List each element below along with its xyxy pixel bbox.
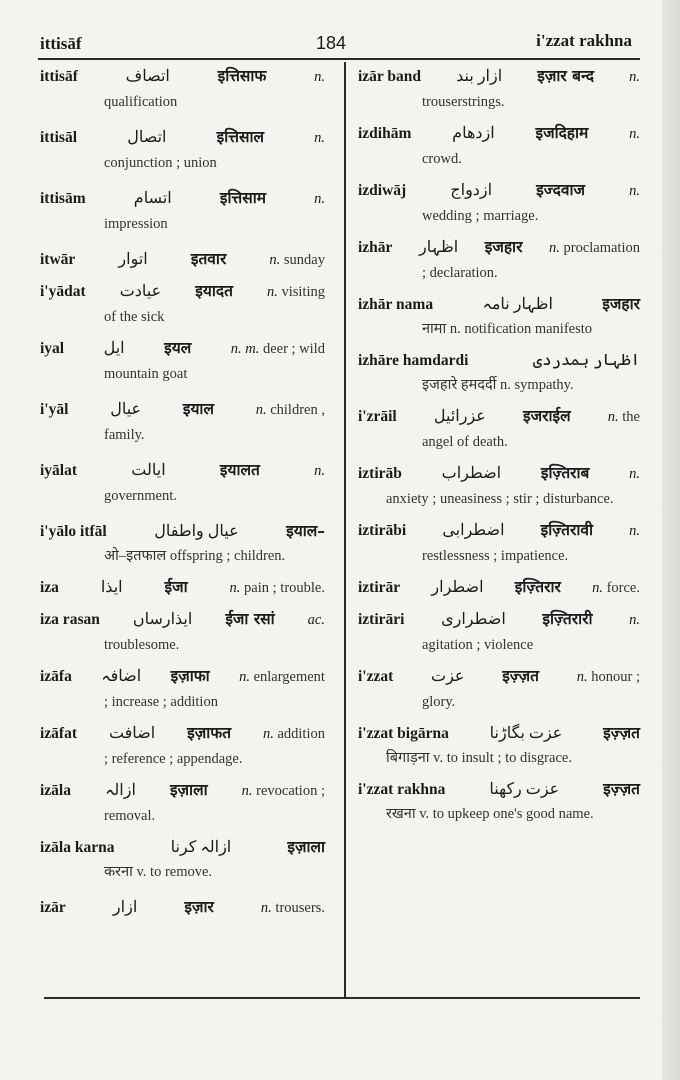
entry-tail bbox=[314, 187, 325, 212]
entry-continuation: wedding ; marriage. bbox=[422, 208, 539, 224]
entry-continuation: इजहारे हमदर्दी n. sympathy. bbox=[422, 377, 574, 393]
entry-headword: izdiwāj bbox=[358, 182, 407, 199]
entry-pos: n. bbox=[314, 463, 325, 479]
entry-urdu: عزت bbox=[431, 668, 465, 685]
entry-urdu: ایذارساں bbox=[132, 611, 193, 628]
entry-first-line bbox=[40, 721, 325, 747]
entry-definition: proclamation bbox=[563, 240, 640, 256]
entry-pos: n. bbox=[229, 580, 245, 596]
entry-pos: n. bbox=[548, 240, 564, 256]
entry-hindi: इजहार bbox=[484, 238, 523, 256]
dictionary-entry bbox=[358, 777, 640, 827]
entry-headword: izhār nama bbox=[358, 296, 434, 313]
entry-hindi: इतवार bbox=[190, 250, 227, 268]
entry-tail bbox=[230, 576, 325, 601]
entry-tail bbox=[629, 462, 640, 487]
left-column bbox=[40, 64, 325, 921]
entry-tail bbox=[314, 65, 325, 90]
entry-urdu: اظہار bbox=[419, 239, 459, 256]
entry-headword: iza rasan bbox=[40, 611, 100, 628]
entry-pos: n. bbox=[314, 191, 325, 207]
entry-pos: n. bbox=[266, 284, 282, 300]
entry-definition: force. bbox=[606, 580, 640, 596]
dictionary-entry bbox=[358, 518, 640, 569]
entry-headword: i'zzat bigārna bbox=[358, 725, 449, 742]
entry-urdu: اظہار نامہ bbox=[482, 296, 553, 313]
entry-continuation: qualification bbox=[104, 94, 178, 110]
page-number: 184 bbox=[316, 33, 347, 53]
entry-tail bbox=[629, 179, 640, 204]
entry-first-line bbox=[358, 518, 640, 544]
right-column bbox=[358, 64, 640, 827]
entry-first-line bbox=[358, 121, 640, 147]
entry-continuation: ; reference ; appendage. bbox=[104, 751, 243, 767]
entry-urdu: ازدھام bbox=[452, 125, 495, 142]
entry-continuation: बिगाड़ना v. to insult ; to disgrace. bbox=[386, 750, 572, 766]
entry-headword: ittisāf bbox=[40, 68, 78, 85]
entry-first-line bbox=[358, 461, 640, 487]
entry-hindi: इज़ाफत bbox=[187, 724, 232, 742]
dictionary-entry bbox=[40, 336, 325, 387]
entry-urdu: عزت بگاڑنا bbox=[489, 725, 563, 742]
entry-headword: izāfat bbox=[40, 725, 78, 742]
dictionary-entry bbox=[358, 235, 640, 286]
entry-headword: i'zzat rakhna bbox=[358, 781, 446, 798]
dictionary-entry bbox=[358, 575, 640, 601]
entry-first-line bbox=[40, 247, 325, 273]
entry-headword: iztirāri bbox=[358, 611, 405, 628]
entry-first-line bbox=[358, 404, 640, 430]
entry-first-line bbox=[358, 777, 640, 802]
entry-hindi: इज़ाला bbox=[169, 781, 208, 799]
entry-continuation: family. bbox=[104, 427, 145, 443]
entry-hindi: इयाल bbox=[182, 400, 214, 418]
entry-hindi: इजदिहाम bbox=[535, 124, 589, 142]
entry-tail bbox=[629, 608, 640, 633]
dictionary-entry bbox=[40, 519, 325, 569]
dictionary-entry bbox=[40, 397, 325, 448]
entry-tail bbox=[263, 722, 325, 747]
entry-tail bbox=[629, 122, 640, 147]
entry-hindi: ईजा bbox=[164, 578, 188, 596]
entry-continuation: नामा n. notification manifesto bbox=[422, 321, 593, 337]
entry-first-line bbox=[40, 835, 325, 860]
dictionary-entry bbox=[358, 64, 640, 115]
entry-hindi: इत्तिसाम bbox=[219, 189, 266, 207]
entry-hindi: इयालत bbox=[219, 461, 260, 479]
dictionary-entry bbox=[40, 575, 325, 601]
entry-continuation: agitation ; violence bbox=[422, 637, 534, 653]
entry-tail bbox=[577, 665, 640, 690]
entry-first-line bbox=[40, 519, 325, 544]
entry-first-line bbox=[40, 458, 325, 484]
entry-first-line bbox=[358, 64, 640, 90]
entry-pos: n. bbox=[239, 669, 254, 685]
entry-first-line bbox=[40, 607, 325, 633]
entry-headword: izāla karna bbox=[40, 839, 115, 856]
entry-urdu: اظہار ہمدردی bbox=[532, 352, 640, 369]
entry-pos: n. bbox=[629, 523, 640, 539]
entry-headword: izhār bbox=[358, 239, 393, 256]
entry-hindi: इत्तिसाल bbox=[216, 128, 264, 146]
entry-pos: n. bbox=[262, 726, 278, 742]
entry-continuation: ; increase ; addition bbox=[104, 694, 218, 710]
entry-headword: izhāre hamdardi bbox=[358, 352, 469, 369]
entry-urdu: اتصال bbox=[127, 129, 167, 146]
entry-hindi: इजहार bbox=[602, 295, 640, 313]
entry-headword: i'zzat bbox=[358, 668, 394, 685]
entry-hindi: ईजा रसां bbox=[225, 610, 275, 628]
entry-pos: ac. bbox=[307, 612, 325, 628]
entry-hindi: इज़्तिरावी bbox=[540, 521, 593, 539]
entry-urdu: عیال bbox=[110, 401, 142, 418]
entry-pos: n. bbox=[592, 580, 607, 596]
entry-pos: n. bbox=[629, 69, 640, 85]
entry-urdu: ایالت bbox=[131, 462, 166, 479]
entry-urdu: اضافت bbox=[108, 725, 156, 742]
entry-headword: i'yādat bbox=[40, 283, 86, 300]
dictionary-entry bbox=[40, 279, 325, 330]
dictionary-entry bbox=[358, 348, 640, 398]
entry-continuation: mountain goat bbox=[104, 366, 188, 382]
entry-first-line bbox=[40, 575, 325, 601]
entry-tail bbox=[549, 236, 640, 261]
entry-continuation: of the sick bbox=[104, 309, 165, 325]
entry-urdu: اضطراری bbox=[441, 611, 506, 628]
entry-continuation: removal. bbox=[104, 808, 156, 824]
dictionary-entry bbox=[358, 664, 640, 715]
dictionary-entry bbox=[358, 721, 640, 771]
entry-hindi: इज़्तिरारी bbox=[542, 610, 593, 628]
entry-hindi: इज़ार bbox=[184, 898, 214, 916]
dictionary-entry bbox=[40, 247, 325, 273]
entry-urdu: اضطراب bbox=[441, 465, 502, 482]
entry-headword: izdihām bbox=[358, 125, 412, 142]
entry-urdu: ایذا bbox=[100, 579, 123, 596]
entry-pos: n. bbox=[629, 466, 640, 482]
header-rule bbox=[38, 58, 640, 60]
entry-definition: visiting bbox=[281, 284, 325, 300]
entry-definition: enlargement bbox=[253, 669, 325, 685]
footer-rule bbox=[44, 997, 640, 999]
entry-urdu: ازالہ کرنا bbox=[170, 839, 232, 856]
entry-hindi: इयादत bbox=[195, 282, 233, 300]
entry-hindi: इज़ाफा bbox=[170, 667, 210, 685]
entry-headword: ittisāl bbox=[40, 129, 78, 146]
entry-headword: i'zrāil bbox=[358, 408, 397, 425]
dictionary-entry bbox=[358, 607, 640, 658]
entry-urdu: ازدواج bbox=[450, 182, 493, 199]
entry-first-line bbox=[40, 895, 325, 921]
entry-tail bbox=[256, 398, 325, 423]
entry-pos: n. bbox=[314, 130, 325, 146]
entry-first-line bbox=[40, 336, 325, 362]
dictionary-entry bbox=[40, 778, 325, 829]
page-edge bbox=[662, 0, 680, 1080]
entry-continuation: ; declaration. bbox=[422, 265, 498, 281]
dictionary-entry bbox=[40, 607, 325, 658]
dictionary-entry bbox=[40, 664, 325, 715]
dictionary-entry bbox=[40, 186, 325, 237]
entry-first-line bbox=[40, 397, 325, 423]
entry-hindi: इजराईल bbox=[523, 407, 571, 425]
entry-urdu: اتوار bbox=[118, 251, 148, 268]
entry-hindi: इज़ार बन्द bbox=[537, 67, 595, 85]
entry-headword: i'yālo itfāl bbox=[40, 523, 107, 540]
entry-first-line bbox=[358, 575, 640, 601]
entry-pos: n. bbox=[607, 409, 623, 425]
entry-first-line bbox=[358, 348, 640, 373]
entry-first-line bbox=[40, 125, 325, 151]
entry-urdu: اتصاف bbox=[125, 68, 170, 85]
entry-definition: children , bbox=[270, 402, 325, 418]
dictionary-entry bbox=[40, 835, 325, 885]
entry-tail bbox=[261, 896, 325, 921]
entry-continuation: government. bbox=[104, 488, 177, 504]
entry-tail bbox=[242, 779, 325, 804]
entry-headword: itwār bbox=[40, 251, 76, 268]
entry-hindi: इज़्तिरार bbox=[514, 578, 561, 596]
entry-pos: n. bbox=[576, 669, 592, 685]
entry-hindi: इज़्ज़त bbox=[603, 724, 640, 742]
entry-headword: iza bbox=[40, 579, 59, 596]
entry-continuation: troublesome. bbox=[104, 637, 180, 653]
header-guide-word-left: ittisāf bbox=[40, 34, 82, 53]
entry-tail bbox=[629, 519, 640, 544]
entry-first-line bbox=[358, 235, 640, 261]
entry-urdu: اتسام bbox=[133, 190, 172, 207]
entry-first-line bbox=[358, 607, 640, 633]
entry-hindi: इज़्ज़त bbox=[603, 780, 640, 798]
entry-hindi: इत्तिसाफ bbox=[217, 67, 267, 85]
entry-urdu: عیادت bbox=[119, 283, 162, 300]
entry-urdu: ازالہ bbox=[105, 782, 136, 799]
entry-pos: n. bbox=[260, 900, 276, 916]
entry-hindi: इयाल– bbox=[286, 522, 325, 540]
entry-tail bbox=[314, 126, 325, 151]
entry-tail bbox=[267, 280, 325, 305]
entry-first-line bbox=[358, 721, 640, 746]
entry-continuation: impression bbox=[104, 216, 168, 232]
entry-headword: izāla bbox=[40, 782, 71, 799]
dictionary-entry bbox=[358, 121, 640, 172]
entry-continuation: trouserstrings. bbox=[422, 94, 505, 110]
entry-hindi: इज़ाला bbox=[287, 838, 325, 856]
entry-definition: revocation ; bbox=[256, 783, 325, 799]
entry-definition: honour ; bbox=[591, 669, 640, 685]
entry-tail bbox=[269, 248, 325, 273]
entry-urdu: اضطرار bbox=[431, 579, 484, 596]
entry-continuation: करना v. to remove. bbox=[104, 864, 213, 880]
dictionary-entry bbox=[358, 292, 640, 342]
entry-tail bbox=[608, 405, 640, 430]
entry-pos: n. bbox=[241, 783, 257, 799]
entry-first-line bbox=[358, 664, 640, 690]
entry-tail bbox=[239, 665, 325, 690]
entry-continuation: restlessness ; impatience. bbox=[422, 548, 569, 564]
entry-pos: n. m. bbox=[230, 341, 263, 357]
entry-definition: trousers. bbox=[275, 900, 325, 916]
entry-urdu: ازار بند bbox=[456, 68, 503, 85]
entry-tail bbox=[308, 608, 325, 633]
entry-definition: pain ; trouble. bbox=[244, 580, 325, 596]
entry-urdu: عزرائیل bbox=[433, 408, 486, 425]
entry-tail bbox=[629, 65, 640, 90]
entry-headword: ittisām bbox=[40, 190, 86, 207]
dictionary-entry bbox=[40, 458, 325, 509]
entry-continuation: glory. bbox=[422, 694, 456, 710]
entry-first-line bbox=[40, 778, 325, 804]
entry-first-line bbox=[358, 178, 640, 204]
entry-tail bbox=[314, 459, 325, 484]
entry-pos: n. bbox=[629, 183, 640, 199]
entry-definition: the bbox=[622, 409, 640, 425]
dictionary-entry bbox=[40, 64, 325, 115]
entry-headword: izār band bbox=[358, 68, 422, 85]
entry-urdu: عیال واطفال bbox=[154, 523, 239, 540]
entry-urdu: اضطرابی bbox=[442, 522, 505, 539]
entry-urdu: ایل bbox=[103, 340, 125, 357]
entry-continuation: रखना v. to upkeep one's good name. bbox=[386, 806, 594, 822]
entry-urdu: ازار bbox=[112, 899, 138, 916]
entry-first-line bbox=[358, 292, 640, 317]
entry-definition: sunday bbox=[283, 252, 325, 268]
entry-first-line bbox=[40, 186, 325, 212]
entry-headword: iyal bbox=[40, 340, 65, 357]
entry-first-line bbox=[40, 64, 325, 90]
entry-urdu: اضافہ bbox=[101, 668, 142, 685]
entry-urdu: عزت رکھنا bbox=[489, 781, 560, 798]
entry-pos: n. bbox=[629, 612, 640, 628]
dictionary-entry bbox=[40, 125, 325, 176]
entry-pos: n. bbox=[269, 252, 284, 268]
entry-continuation: ओ–इतफाल offspring ; children. bbox=[104, 548, 286, 564]
entry-headword: iztirābi bbox=[358, 522, 407, 539]
entry-hindi: इज़्तिराब bbox=[540, 464, 590, 482]
entry-headword: iztirāb bbox=[358, 465, 402, 482]
column-divider bbox=[344, 62, 346, 997]
header-guide-word-right: i'zzat rakhna bbox=[536, 31, 632, 50]
entry-headword: iztirār bbox=[358, 579, 401, 596]
entry-headword: izār bbox=[40, 899, 66, 916]
dictionary-entry bbox=[358, 404, 640, 455]
dictionary-entry bbox=[358, 461, 640, 512]
entry-headword: i'yāl bbox=[40, 401, 69, 418]
entry-hindi: इयल bbox=[164, 339, 192, 357]
dictionary-entry bbox=[358, 178, 640, 229]
entry-definition: deer ; wild bbox=[262, 341, 325, 357]
dictionary-entry bbox=[40, 895, 325, 921]
entry-continuation: angel of death. bbox=[422, 434, 508, 450]
entry-pos: n. bbox=[255, 402, 271, 418]
entry-continuation: crowd. bbox=[422, 151, 462, 167]
entry-tail bbox=[231, 337, 325, 362]
entry-continuation: anxiety ; uneasiness ; stir ; disturbance. bbox=[386, 491, 614, 507]
entry-hindi: इज्दवाज bbox=[536, 181, 586, 199]
entry-continuation: conjunction ; union bbox=[104, 155, 217, 171]
entry-first-line bbox=[40, 664, 325, 690]
entry-pos: n. bbox=[629, 126, 640, 142]
entry-first-line bbox=[40, 279, 325, 305]
dictionary-entry bbox=[40, 721, 325, 772]
entry-pos: n. bbox=[314, 69, 325, 85]
entry-definition: addition bbox=[277, 726, 325, 742]
entry-headword: iyālat bbox=[40, 462, 78, 479]
entry-headword: izāfa bbox=[40, 668, 72, 685]
entry-hindi: इज़्ज़त bbox=[502, 667, 540, 685]
entry-tail bbox=[592, 576, 640, 601]
